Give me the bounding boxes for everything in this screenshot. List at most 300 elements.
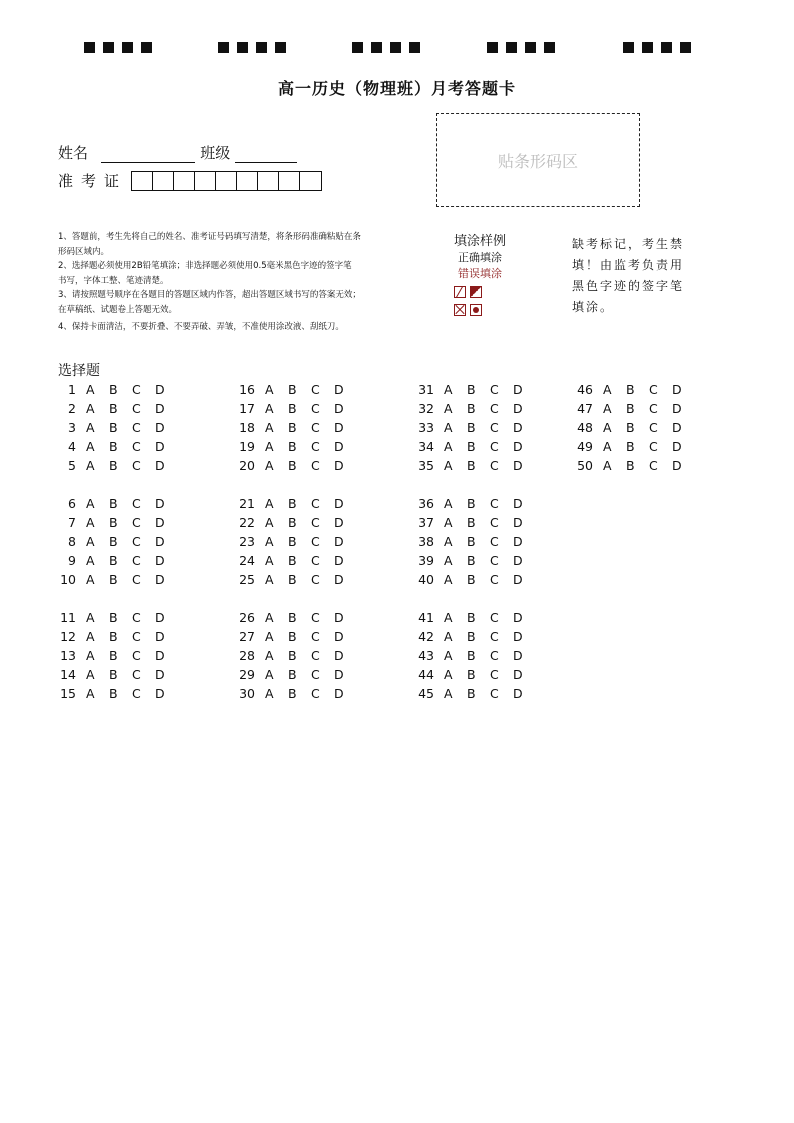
answer-option[interactable]: C bbox=[649, 401, 658, 416]
answer-option[interactable]: A bbox=[265, 420, 274, 435]
answer-option[interactable]: B bbox=[288, 648, 297, 663]
sample-wrong-label: 错误填涂 bbox=[458, 267, 502, 280]
answer-option[interactable]: C bbox=[490, 610, 499, 625]
answer-option[interactable]: A bbox=[444, 515, 453, 530]
answer-option[interactable]: C bbox=[132, 382, 141, 397]
answer-option[interactable]: C bbox=[132, 401, 141, 416]
answer-option[interactable]: C bbox=[132, 610, 141, 625]
answer-option[interactable]: C bbox=[490, 458, 499, 473]
question-row bbox=[58, 532, 178, 551]
answer-option[interactable]: C bbox=[132, 515, 141, 530]
answer-option[interactable]: D bbox=[334, 686, 344, 701]
question-row bbox=[416, 627, 536, 646]
answer-option[interactable]: C bbox=[311, 439, 320, 454]
answer-option[interactable]: B bbox=[288, 610, 297, 625]
question-row bbox=[58, 437, 178, 456]
answer-option[interactable]: A bbox=[444, 496, 453, 511]
answer-option[interactable]: C bbox=[311, 629, 320, 644]
question-number: 31 bbox=[418, 382, 434, 397]
question-row bbox=[58, 380, 178, 399]
answer-option[interactable]: A bbox=[444, 667, 453, 682]
answer-option[interactable]: C bbox=[311, 420, 320, 435]
answer-option[interactable]: B bbox=[288, 553, 297, 568]
answer-option[interactable]: D bbox=[155, 686, 165, 701]
answer-option[interactable]: B bbox=[467, 534, 476, 549]
answer-option[interactable]: B bbox=[109, 667, 118, 682]
answer-option[interactable]: B bbox=[467, 496, 476, 511]
timing-mark bbox=[623, 42, 634, 53]
question-number: 23 bbox=[239, 534, 255, 549]
question-number: 13 bbox=[60, 648, 76, 663]
ticket-row bbox=[58, 170, 322, 191]
answer-option[interactable]: B bbox=[288, 686, 297, 701]
answer-option[interactable]: D bbox=[155, 496, 165, 511]
answer-option[interactable]: B bbox=[626, 458, 635, 473]
answer-option[interactable]: D bbox=[155, 610, 165, 625]
answer-option[interactable]: A bbox=[86, 572, 95, 587]
question-row bbox=[575, 456, 695, 475]
answer-option[interactable]: A bbox=[86, 610, 95, 625]
answer-option[interactable]: C bbox=[649, 439, 658, 454]
answer-option[interactable]: A bbox=[444, 420, 453, 435]
answer-option[interactable]: A bbox=[265, 401, 274, 416]
answer-option[interactable]: A bbox=[86, 648, 95, 663]
question-row bbox=[237, 437, 357, 456]
answer-option[interactable]: D bbox=[334, 420, 344, 435]
answer-option[interactable]: A bbox=[265, 515, 274, 530]
answer-option[interactable]: B bbox=[288, 534, 297, 549]
answer-option[interactable]: A bbox=[444, 458, 453, 473]
answer-option[interactable]: D bbox=[513, 667, 523, 682]
answer-option[interactable]: D bbox=[155, 648, 165, 663]
answer-option[interactable]: D bbox=[334, 553, 344, 568]
slash-mark-icon bbox=[454, 286, 466, 298]
answer-option[interactable]: C bbox=[649, 458, 658, 473]
answer-option[interactable]: A bbox=[603, 401, 612, 416]
answer-option[interactable]: D bbox=[513, 515, 523, 530]
answer-option[interactable]: C bbox=[311, 382, 320, 397]
answer-option[interactable]: B bbox=[626, 439, 635, 454]
answer-option[interactable]: B bbox=[626, 382, 635, 397]
question-number: 10 bbox=[60, 572, 76, 587]
answer-option[interactable]: B bbox=[109, 629, 118, 644]
answer-option[interactable]: C bbox=[311, 553, 320, 568]
answer-option[interactable]: A bbox=[444, 629, 453, 644]
answer-option[interactable]: C bbox=[311, 515, 320, 530]
question-number: 29 bbox=[239, 667, 255, 682]
question-row bbox=[58, 494, 178, 513]
name-class-row bbox=[58, 142, 297, 163]
answer-option[interactable]: D bbox=[672, 382, 682, 397]
answer-option[interactable]: A bbox=[444, 534, 453, 549]
answer-option[interactable]: B bbox=[467, 667, 476, 682]
answer-option[interactable]: C bbox=[490, 401, 499, 416]
question-number: 20 bbox=[239, 458, 255, 473]
question-number: 7 bbox=[68, 515, 76, 530]
answer-option[interactable]: D bbox=[672, 401, 682, 416]
ticket-digit-box[interactable] bbox=[237, 172, 258, 190]
answer-option[interactable]: A bbox=[444, 439, 453, 454]
answer-option[interactable]: B bbox=[467, 648, 476, 663]
ticket-digit-box[interactable] bbox=[279, 172, 300, 190]
question-row bbox=[237, 418, 357, 437]
answer-option[interactable]: A bbox=[444, 686, 453, 701]
answer-option[interactable]: C bbox=[490, 648, 499, 663]
question-row bbox=[416, 551, 536, 570]
answer-option[interactable]: A bbox=[444, 553, 453, 568]
answer-option[interactable]: A bbox=[86, 439, 95, 454]
ticket-digit-box[interactable] bbox=[258, 172, 279, 190]
question-row bbox=[416, 380, 536, 399]
dot-mark-icon bbox=[470, 304, 482, 316]
timing-mark bbox=[661, 42, 672, 53]
answer-option[interactable]: C bbox=[132, 572, 141, 587]
answer-option[interactable]: D bbox=[513, 534, 523, 549]
answer-option[interactable]: D bbox=[155, 458, 165, 473]
question-row bbox=[416, 418, 536, 437]
answer-option[interactable]: C bbox=[132, 458, 141, 473]
answer-option[interactable]: D bbox=[334, 534, 344, 549]
answer-option[interactable]: D bbox=[672, 458, 682, 473]
answer-option[interactable]: C bbox=[132, 534, 141, 549]
answer-option[interactable]: C bbox=[490, 382, 499, 397]
timing-mark bbox=[544, 42, 555, 53]
question-number: 12 bbox=[60, 629, 76, 644]
timing-mark-group bbox=[84, 42, 152, 53]
question-row bbox=[237, 380, 357, 399]
ticket-digit-box[interactable] bbox=[132, 172, 153, 190]
answer-option[interactable]: B bbox=[109, 686, 118, 701]
answer-option[interactable]: B bbox=[626, 420, 635, 435]
answer-option[interactable]: C bbox=[490, 515, 499, 530]
answer-option[interactable]: A bbox=[444, 382, 453, 397]
answer-option[interactable]: D bbox=[672, 439, 682, 454]
answer-option[interactable]: B bbox=[467, 629, 476, 644]
answer-option[interactable]: D bbox=[513, 686, 523, 701]
section-title: 选择题 bbox=[58, 363, 100, 379]
answer-option[interactable]: B bbox=[467, 401, 476, 416]
answer-option[interactable]: B bbox=[467, 420, 476, 435]
answer-option[interactable]: C bbox=[490, 553, 499, 568]
question-number: 39 bbox=[418, 553, 434, 568]
answer-option[interactable]: D bbox=[155, 572, 165, 587]
question-row bbox=[237, 551, 357, 570]
question-row bbox=[416, 532, 536, 551]
answer-option[interactable]: C bbox=[311, 534, 320, 549]
answer-option[interactable]: A bbox=[86, 420, 95, 435]
answer-option[interactable]: D bbox=[155, 534, 165, 549]
answer-option[interactable]: D bbox=[513, 496, 523, 511]
answer-option[interactable]: B bbox=[626, 401, 635, 416]
timing-mark-group bbox=[352, 42, 420, 53]
answer-option[interactable]: B bbox=[288, 629, 297, 644]
answer-option[interactable]: B bbox=[109, 420, 118, 435]
instruction-line: 4、保持卡面清洁，不要折叠、不要弄破、弄皱，不准使用涂改液、刮纸刀。 bbox=[58, 322, 344, 332]
answer-option[interactable]: D bbox=[334, 382, 344, 397]
answer-option[interactable]: D bbox=[334, 667, 344, 682]
answer-option[interactable]: B bbox=[109, 515, 118, 530]
answer-option[interactable]: D bbox=[334, 610, 344, 625]
question-row bbox=[58, 399, 178, 418]
timing-mark bbox=[256, 42, 267, 53]
answer-option[interactable]: C bbox=[490, 534, 499, 549]
answer-option[interactable]: B bbox=[109, 610, 118, 625]
ticket-digit-box[interactable] bbox=[300, 172, 321, 190]
answer-option[interactable]: C bbox=[490, 496, 499, 511]
instruction-line: 2、选择题必须使用2B铅笔填涂；非选择题必须使用0.5毫米黑色字迹的签字笔 bbox=[58, 261, 352, 271]
answer-option[interactable]: B bbox=[467, 610, 476, 625]
ticket-label: 准考证 bbox=[58, 172, 128, 190]
answer-option[interactable]: D bbox=[513, 610, 523, 625]
answer-option[interactable]: C bbox=[132, 553, 141, 568]
answer-option[interactable]: D bbox=[513, 420, 523, 435]
question-number: 35 bbox=[418, 458, 434, 473]
answer-option[interactable]: B bbox=[288, 667, 297, 682]
answer-option[interactable]: D bbox=[513, 458, 523, 473]
answer-option[interactable]: D bbox=[334, 629, 344, 644]
answer-option[interactable]: B bbox=[109, 496, 118, 511]
answer-option[interactable]: D bbox=[155, 382, 165, 397]
timing-mark bbox=[352, 42, 363, 53]
question-row bbox=[58, 551, 178, 570]
answer-option[interactable]: B bbox=[288, 401, 297, 416]
question-number: 9 bbox=[68, 553, 76, 568]
answer-option[interactable]: D bbox=[334, 401, 344, 416]
answer-option[interactable]: A bbox=[444, 610, 453, 625]
answer-option[interactable]: B bbox=[109, 534, 118, 549]
answer-option[interactable]: D bbox=[513, 553, 523, 568]
answer-option[interactable]: D bbox=[513, 401, 523, 416]
answer-option[interactable]: D bbox=[155, 439, 165, 454]
answer-option[interactable]: D bbox=[334, 648, 344, 663]
answer-option[interactable]: A bbox=[86, 515, 95, 530]
answer-option[interactable]: A bbox=[265, 629, 274, 644]
answer-option[interactable]: D bbox=[672, 420, 682, 435]
answer-option[interactable]: B bbox=[467, 515, 476, 530]
timing-mark bbox=[642, 42, 653, 53]
question-number: 30 bbox=[239, 686, 255, 701]
answer-option[interactable]: C bbox=[490, 420, 499, 435]
answer-option[interactable]: D bbox=[155, 553, 165, 568]
answer-option[interactable]: A bbox=[86, 553, 95, 568]
answer-option[interactable]: C bbox=[132, 439, 141, 454]
answer-option[interactable]: B bbox=[467, 572, 476, 587]
answer-option[interactable]: C bbox=[132, 496, 141, 511]
sample-title: 填涂样例 bbox=[454, 234, 507, 249]
ticket-digit-box[interactable] bbox=[174, 172, 195, 190]
question-number: 36 bbox=[418, 496, 434, 511]
answer-option[interactable]: D bbox=[334, 572, 344, 587]
answer-option[interactable]: D bbox=[513, 572, 523, 587]
timing-mark bbox=[680, 42, 691, 53]
question-number: 46 bbox=[577, 382, 593, 397]
answer-option[interactable]: C bbox=[490, 572, 499, 587]
answer-option[interactable]: B bbox=[288, 420, 297, 435]
answer-option[interactable]: C bbox=[311, 686, 320, 701]
answer-option[interactable]: A bbox=[86, 458, 95, 473]
sample-correct-label: 正确填涂 bbox=[458, 251, 502, 264]
question-row bbox=[58, 684, 178, 703]
answer-option[interactable]: C bbox=[132, 629, 141, 644]
answer-option[interactable]: A bbox=[265, 534, 274, 549]
timing-mark bbox=[275, 42, 286, 53]
answer-option[interactable]: A bbox=[265, 686, 274, 701]
answer-option[interactable]: A bbox=[603, 439, 612, 454]
answer-option[interactable]: C bbox=[490, 686, 499, 701]
answer-option[interactable]: C bbox=[132, 667, 141, 682]
answer-option[interactable]: A bbox=[265, 648, 274, 663]
question-row bbox=[237, 627, 357, 646]
question-number: 27 bbox=[239, 629, 255, 644]
answer-option[interactable]: B bbox=[109, 382, 118, 397]
answer-option[interactable]: B bbox=[288, 572, 297, 587]
answer-option[interactable]: C bbox=[311, 572, 320, 587]
ticket-digit-box[interactable] bbox=[195, 172, 216, 190]
answer-option[interactable]: B bbox=[109, 458, 118, 473]
answer-option[interactable]: C bbox=[311, 648, 320, 663]
answer-option[interactable]: B bbox=[288, 496, 297, 511]
question-number: 22 bbox=[239, 515, 255, 530]
answer-option[interactable]: A bbox=[265, 382, 274, 397]
answer-option[interactable]: B bbox=[467, 686, 476, 701]
answer-option[interactable]: C bbox=[132, 686, 141, 701]
answer-option[interactable]: C bbox=[311, 401, 320, 416]
timing-mark bbox=[218, 42, 229, 53]
answer-option[interactable]: A bbox=[265, 553, 274, 568]
question-row bbox=[416, 437, 536, 456]
answer-option[interactable]: C bbox=[649, 420, 658, 435]
cross-mark-icon bbox=[454, 304, 466, 316]
question-number: 48 bbox=[577, 420, 593, 435]
answer-option[interactable]: C bbox=[311, 496, 320, 511]
answer-option[interactable]: B bbox=[288, 458, 297, 473]
question-number: 37 bbox=[418, 515, 434, 530]
answer-option[interactable]: A bbox=[86, 629, 95, 644]
answer-option[interactable]: D bbox=[334, 458, 344, 473]
answer-option[interactable]: B bbox=[467, 439, 476, 454]
timing-mark bbox=[122, 42, 133, 53]
barcode-label: 贴条形码区 bbox=[497, 151, 578, 171]
answer-option[interactable]: B bbox=[288, 439, 297, 454]
answer-option[interactable]: A bbox=[86, 686, 95, 701]
answer-option[interactable]: C bbox=[311, 458, 320, 473]
answer-option[interactable]: B bbox=[467, 553, 476, 568]
answer-option[interactable]: C bbox=[311, 667, 320, 682]
answer-option[interactable]: A bbox=[265, 667, 274, 682]
answer-option[interactable]: A bbox=[265, 610, 274, 625]
question-row bbox=[58, 418, 178, 437]
answer-option[interactable]: D bbox=[513, 439, 523, 454]
answer-option[interactable]: B bbox=[288, 515, 297, 530]
question-number: 5 bbox=[68, 458, 76, 473]
name-field[interactable] bbox=[101, 147, 195, 163]
answer-option[interactable]: D bbox=[155, 420, 165, 435]
answer-option[interactable]: A bbox=[265, 458, 274, 473]
answer-option[interactable]: B bbox=[467, 382, 476, 397]
question-number: 41 bbox=[418, 610, 434, 625]
answer-option[interactable]: A bbox=[86, 496, 95, 511]
answer-option[interactable]: D bbox=[334, 496, 344, 511]
question-number: 44 bbox=[418, 667, 434, 682]
answer-option[interactable]: A bbox=[265, 572, 274, 587]
answer-option[interactable]: D bbox=[155, 401, 165, 416]
question-row bbox=[416, 646, 536, 665]
answer-option[interactable]: B bbox=[288, 382, 297, 397]
answer-option[interactable]: B bbox=[109, 553, 118, 568]
class-field[interactable] bbox=[235, 147, 297, 163]
instructions bbox=[58, 230, 442, 335]
answer-option[interactable]: C bbox=[490, 439, 499, 454]
answer-option[interactable]: D bbox=[155, 629, 165, 644]
question-row bbox=[416, 684, 536, 703]
answer-option[interactable]: A bbox=[444, 572, 453, 587]
answer-option[interactable]: A bbox=[444, 401, 453, 416]
answer-option[interactable]: B bbox=[109, 572, 118, 587]
question-row bbox=[58, 665, 178, 684]
answer-option[interactable]: A bbox=[603, 420, 612, 435]
question-row bbox=[416, 570, 536, 589]
ticket-digit-box[interactable] bbox=[216, 172, 237, 190]
answer-option[interactable]: A bbox=[603, 382, 612, 397]
answer-option[interactable]: A bbox=[86, 534, 95, 549]
question-number: 32 bbox=[418, 401, 434, 416]
question-number: 24 bbox=[239, 553, 255, 568]
answer-option[interactable]: A bbox=[86, 382, 95, 397]
ticket-digit-box[interactable] bbox=[153, 172, 174, 190]
answer-option[interactable]: A bbox=[86, 667, 95, 682]
timing-mark bbox=[506, 42, 517, 53]
instruction-line: 形码区域内。 bbox=[58, 246, 110, 257]
answer-option[interactable]: A bbox=[265, 496, 274, 511]
question-number: 14 bbox=[60, 667, 76, 682]
answer-option[interactable]: D bbox=[155, 667, 165, 682]
answer-option[interactable]: C bbox=[490, 629, 499, 644]
answer-option[interactable]: B bbox=[109, 439, 118, 454]
answer-option[interactable]: C bbox=[132, 648, 141, 663]
question-row bbox=[575, 418, 695, 437]
question-row bbox=[416, 399, 536, 418]
answer-option[interactable]: D bbox=[513, 648, 523, 663]
question-number: 28 bbox=[239, 648, 255, 663]
answer-option[interactable]: D bbox=[513, 382, 523, 397]
question-number: 16 bbox=[239, 382, 255, 397]
answer-option[interactable]: C bbox=[490, 667, 499, 682]
question-row bbox=[237, 532, 357, 551]
instruction-line: 书写，字体工整、笔迹清楚。 bbox=[58, 275, 169, 286]
timing-mark bbox=[141, 42, 152, 53]
answer-option[interactable]: B bbox=[109, 648, 118, 663]
answer-option[interactable]: D bbox=[334, 439, 344, 454]
question-row bbox=[237, 608, 357, 627]
answer-option[interactable]: C bbox=[649, 382, 658, 397]
question-number: 26 bbox=[239, 610, 255, 625]
answer-option[interactable]: D bbox=[155, 515, 165, 530]
ticket-number-boxes[interactable] bbox=[131, 171, 322, 191]
answer-option[interactable]: B bbox=[109, 401, 118, 416]
answer-option[interactable]: D bbox=[513, 629, 523, 644]
question-row bbox=[575, 399, 695, 418]
answer-option[interactable]: A bbox=[86, 401, 95, 416]
answer-option[interactable]: C bbox=[311, 610, 320, 625]
question-number: 43 bbox=[418, 648, 434, 663]
question-number: 25 bbox=[239, 572, 255, 587]
answer-option[interactable]: A bbox=[603, 458, 612, 473]
answer-option[interactable]: A bbox=[444, 648, 453, 663]
answer-option[interactable]: A bbox=[265, 439, 274, 454]
answer-option[interactable]: C bbox=[132, 420, 141, 435]
answer-option[interactable]: D bbox=[334, 515, 344, 530]
answer-option[interactable]: B bbox=[467, 458, 476, 473]
